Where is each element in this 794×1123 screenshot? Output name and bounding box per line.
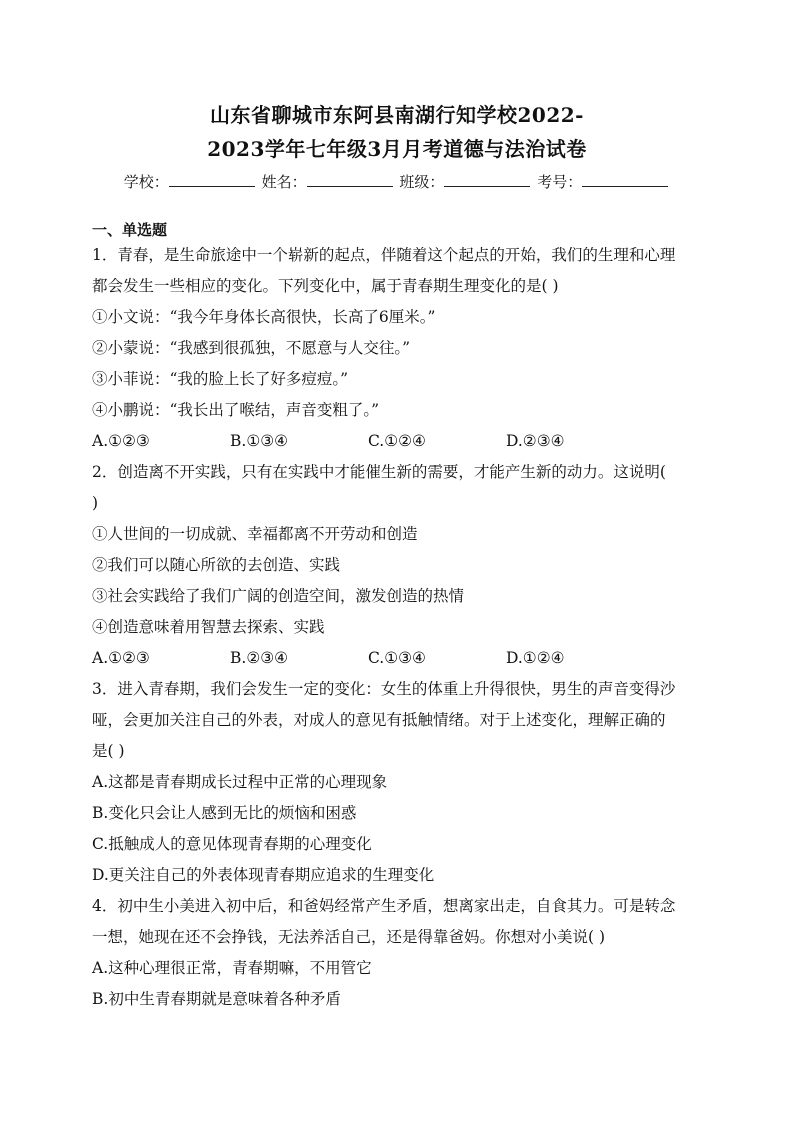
question-stem-line: 1．青春，是生命旅途中一个崭新的起点，伴随着这个起点的开始，我们的生理和心理 xyxy=(92,246,676,264)
option-c[interactable]: C.抵触成人的意见体现青春期的心理变化 xyxy=(92,835,372,853)
question-stem-line: 是( ) xyxy=(92,742,125,760)
question-item: ①人世间的一切成就、幸福都离不开劳动和创造 xyxy=(92,525,418,543)
question-stem-line: 2．创造离不开实践，只有在实践中才能催生新的需要，才能产生新的动力。这说明( xyxy=(92,463,666,481)
question-stem-line: ) xyxy=(92,494,99,512)
exam-title-line1: 山东省聊城市东阿县南湖行知学校2022- xyxy=(210,103,584,127)
option-c[interactable]: C.①②④ xyxy=(368,432,426,450)
question-item: ④小鹏说：“我长出了喉结，声音变粗了。” xyxy=(92,401,380,419)
question-stem-line: 哑，会更加关注自己的外表，对成人的意见有抵触情绪。对于上述变化，理解正确的 xyxy=(92,711,666,729)
name-label: 姓名： xyxy=(261,173,307,191)
answer-options xyxy=(92,643,702,674)
name-blank[interactable] xyxy=(307,172,393,187)
question-item: ②小蒙说：“我感到很孤独，不愿意与人交往。” xyxy=(92,339,411,357)
section-title: 一、单选题 xyxy=(92,221,168,239)
question-4 xyxy=(92,891,702,1015)
school-label: 学校： xyxy=(123,173,169,191)
option-b[interactable]: B.②③④ xyxy=(230,649,289,667)
option-a[interactable]: A.①②③ xyxy=(92,649,150,667)
option-d[interactable]: D.更关注自己的外表体现青春期应追求的生理变化 xyxy=(92,866,435,884)
question-item: ③小菲说：“我的脸上长了好多痘痘。” xyxy=(92,370,349,388)
class-label: 班级： xyxy=(399,173,445,191)
option-a[interactable]: A.这都是青春期成长过程中正常的心理现象 xyxy=(92,773,388,791)
option-b[interactable]: B.①③④ xyxy=(230,432,289,450)
option-b[interactable]: B.变化只会让人感到无比的烦恼和困惑 xyxy=(92,804,357,822)
question-3 xyxy=(92,674,702,891)
question-stem-line: 4．初中生小美进入初中后，和爸妈经常产生矛盾，想离家出走，自食其力。可是转念 xyxy=(92,897,676,915)
option-a[interactable]: A.这种心理很正常，青春期嘛，不用管它 xyxy=(92,959,372,977)
question-stem-line: 一想，她现在还不会挣钱，无法养活自己，还是得靠爸妈。你想对小美说( ) xyxy=(92,928,606,946)
school-blank[interactable] xyxy=(169,172,255,187)
question-2 xyxy=(92,457,702,674)
option-a[interactable]: A.①②③ xyxy=(92,432,150,450)
question-item: ④创造意味着用智慧去探索、实践 xyxy=(92,618,325,636)
option-b[interactable]: B.初中生青春期就是意味着各种矛盾 xyxy=(92,990,341,1008)
question-item: ②我们可以随心所欲的去创造、实践 xyxy=(92,556,341,574)
option-d[interactable]: D.②③④ xyxy=(506,432,565,450)
exam-title-line2: 2023学年七年级3月月考道德与法治试卷 xyxy=(207,137,587,161)
question-stem-line: 3．进入青春期，我们会发生一定的变化：女生的体重上升得很快，男生的声音变得沙 xyxy=(92,680,676,698)
answer-options xyxy=(92,426,702,457)
student-info-row xyxy=(92,170,702,194)
exam-number-label: 考号： xyxy=(537,173,583,191)
option-d[interactable]: D.①②④ xyxy=(506,649,565,667)
question-item: ③社会实践给了我们广阔的创造空间，激发创造的热情 xyxy=(92,587,465,605)
question-item: ①小文说：“我今年身体长高很快，长高了6厘米。” xyxy=(92,308,436,326)
exam-number-blank[interactable] xyxy=(582,172,668,187)
class-blank[interactable] xyxy=(444,172,530,187)
question-1 xyxy=(92,240,702,457)
option-c[interactable]: C.①③④ xyxy=(368,649,426,667)
question-stem-line: 都会发生一些相应的变化。下列变化中，属于青春期生理变化的是( ) xyxy=(92,277,559,295)
